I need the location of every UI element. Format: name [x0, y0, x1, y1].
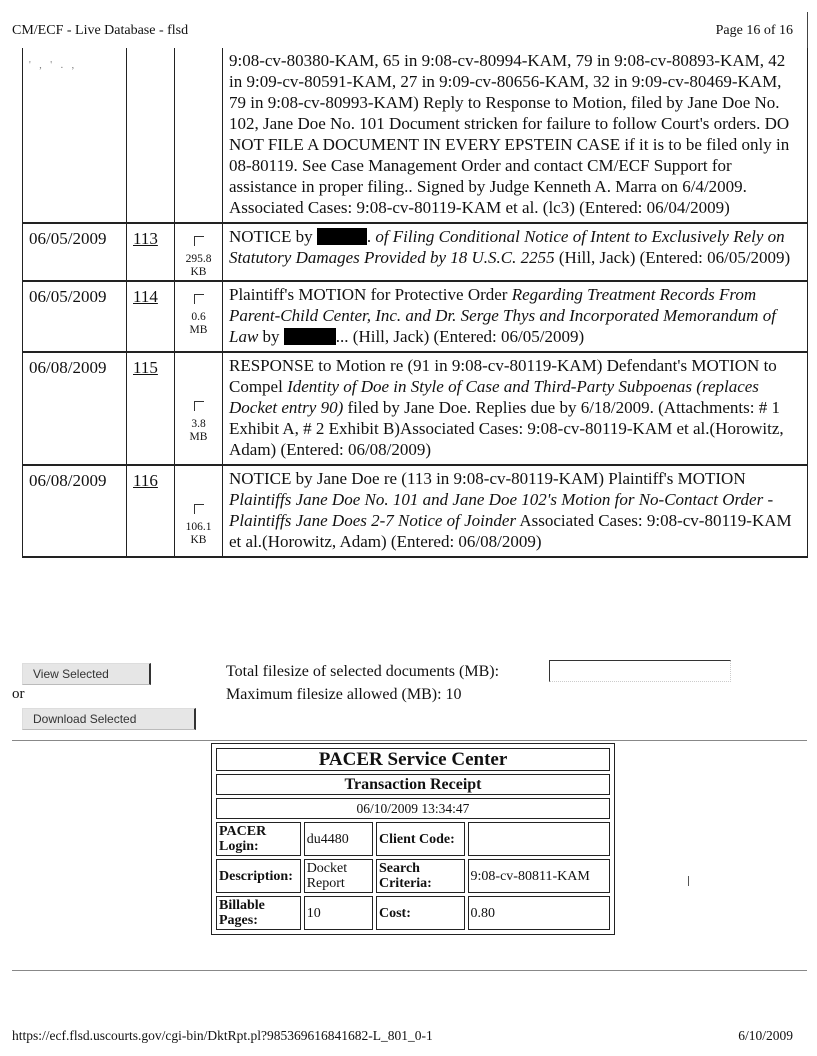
- scan-specks: ' , ' . ,: [29, 60, 78, 71]
- number-cell: [127, 48, 175, 223]
- file-size-unit: MB: [189, 431, 208, 443]
- billable-pages-label: Billable Pages:: [216, 896, 301, 930]
- number-cell: [127, 465, 175, 557]
- client-code-value: [468, 822, 610, 856]
- select-checkbox[interactable]: [194, 294, 204, 304]
- page-number: Page 16 of 16: [715, 23, 793, 38]
- docket-table: [22, 48, 808, 558]
- docket-number-link[interactable]: 114: [133, 287, 158, 306]
- search-criteria-label: Search Criteria:: [376, 859, 465, 893]
- docket-number-link[interactable]: 113: [133, 229, 158, 248]
- attachment-link[interactable]: 1: [771, 398, 780, 417]
- file-size: 106.1: [185, 521, 212, 533]
- cost-label: Cost:: [376, 896, 465, 930]
- login-label: PACER Login:: [216, 822, 301, 856]
- file-size: 3.8: [191, 418, 206, 430]
- file-size-unit: KB: [190, 266, 207, 278]
- entry-date: 06/05/2009: [23, 223, 127, 281]
- max-filesize-label: Maximum filesize allowed (MB): 10: [226, 686, 462, 703]
- doc-cell: [175, 352, 223, 465]
- entry-text: NOTICE by . of Filing Conditional Notice of Intent to Exclusively Rely on Statutory Damages Provided by 18 U.S.C. 2255 (Hill, Jack) (Entered: 06/05/2009): [223, 223, 808, 281]
- pacer-title: PACER Service Center: [216, 748, 610, 771]
- entry-date: 06/08/2009: [23, 465, 127, 557]
- redaction-bar: [284, 328, 336, 345]
- page-url: https://ecf.flsd.uscourts.gov/cgi-bin/DktRpt.pl?985369616841682-L_801_0-1: [12, 1028, 433, 1043]
- login-value: du4480: [304, 822, 373, 856]
- download-selected-button[interactable]: Download Selected: [22, 708, 196, 730]
- select-checkbox[interactable]: [194, 236, 204, 246]
- pacer-receipt: [211, 743, 615, 935]
- select-checkbox[interactable]: [194, 504, 204, 514]
- entry-text: Plaintiff's MOTION for Protective Order Regarding Treatment Records From Parent-Child Center, Inc. and Dr. Serge Thys and Incorporated Memorandum of Law by ... (Hill, Jack) (Entered: 06/05/2009): [223, 281, 808, 352]
- table-row: [23, 352, 808, 465]
- view-selected-button[interactable]: View Selected: [22, 663, 151, 685]
- entry-text: NOTICE by Jane Doe re (113 in 9:08-cv-80119-KAM) Plaintiff's MOTION Plaintiffs Jane Doe No. 101 and Jane Doe 102's Motion for No-Contact Order -Plaintiffs Jane Does 2-7 Notice of Joinder Associated Cases: 9:08-cv-80119-KAM et al.(Horowitz, Adam) (Entered: 06/08/2009): [223, 465, 808, 557]
- cost-value: 0.80: [468, 896, 610, 930]
- divider: [12, 740, 807, 741]
- file-size: 0.6: [191, 311, 206, 323]
- table-row: [23, 281, 808, 352]
- client-code-label: Client Code:: [376, 822, 465, 856]
- entry-text: RESPONSE to Motion re (91 in 9:08-cv-80119-KAM) Defendant's MOTION to Compel Identity of Doe in Style of Case and Third-Party Subpoenas (replaces Docket entry 90) filed by Jane Doe. Replies due by 6/18/2009. (Attachments: # 1 Exhibit A, # 2 Exhibit B)Associated Cases: 9:08-cv-80119-KAM et al.(Horowitz, Adam) (Entered: 06/08/2009): [223, 352, 808, 465]
- page-header-title: CM/ECF - Live Database - flsd: [12, 23, 189, 38]
- docket-number-link[interactable]: 116: [133, 471, 158, 490]
- redaction-bar: [317, 228, 367, 245]
- file-size-unit: MB: [189, 324, 208, 336]
- file-size-unit: KB: [190, 534, 207, 546]
- docket-number-link[interactable]: 115: [133, 358, 158, 377]
- table-row: [23, 223, 808, 281]
- print-date: 6/10/2009: [738, 1028, 793, 1043]
- scan-mark: [688, 876, 689, 886]
- description-value: Docket Report: [304, 859, 373, 893]
- pacer-subtitle: Transaction Receipt: [216, 774, 610, 795]
- number-cell: [127, 281, 175, 352]
- total-filesize-label: Total filesize of selected documents (MB):: [226, 663, 500, 680]
- divider: [12, 970, 807, 971]
- description-label: Description:: [216, 859, 301, 893]
- number-cell: [127, 352, 175, 465]
- total-filesize-input[interactable]: [549, 660, 731, 682]
- doc-cell: [175, 223, 223, 281]
- search-criteria-value: 9:08-cv-80811-KAM: [468, 859, 610, 893]
- file-size: 295.8: [185, 253, 212, 265]
- pacer-timestamp: 06/10/2009 13:34:47: [216, 798, 610, 819]
- doc-cell: [175, 48, 223, 223]
- entry-date: 06/05/2009: [23, 281, 127, 352]
- number-cell: [127, 223, 175, 281]
- doc-cell: [175, 465, 223, 557]
- entry-text: 9:08-cv-80380-KAM, 65 in 9:08-cv-80994-KAM, 79 in 9:08-cv-80893-KAM, 42 in 9:09-cv-80591-KAM, 27 in 9:09-cv-80656-KAM, 32 in 9:09-cv-80469-KAM, 79 in 9:08-cv-80993-KAM) Reply to Response to Motion, filed by Jane Doe No. 102, Jane Doe No. 101 Document stricken for failure to follow Court's orders. DO NOT FILE A DOCUMENT IN EVERY EPSTEIN CASE if it is to be filed only in 08-80119. See Case Management Order and contact CM/ECF Support for assistance in proper filing.. Signed by Judge Kenneth A. Marra on 6/4/2009. Associated Cases: 9:08-cv-80119-KAM et al. (lc3) (Entered: 06/04/2009): [223, 48, 808, 223]
- table-row: [23, 48, 808, 223]
- doc-cell: [175, 281, 223, 352]
- or-label: or: [12, 686, 25, 702]
- billable-pages-value: 10: [304, 896, 373, 930]
- table-row: [23, 465, 808, 557]
- date-cell: [23, 48, 127, 223]
- attachment-link[interactable]: 2: [315, 419, 325, 438]
- select-checkbox[interactable]: [194, 401, 204, 411]
- entry-date: 06/08/2009: [23, 352, 127, 465]
